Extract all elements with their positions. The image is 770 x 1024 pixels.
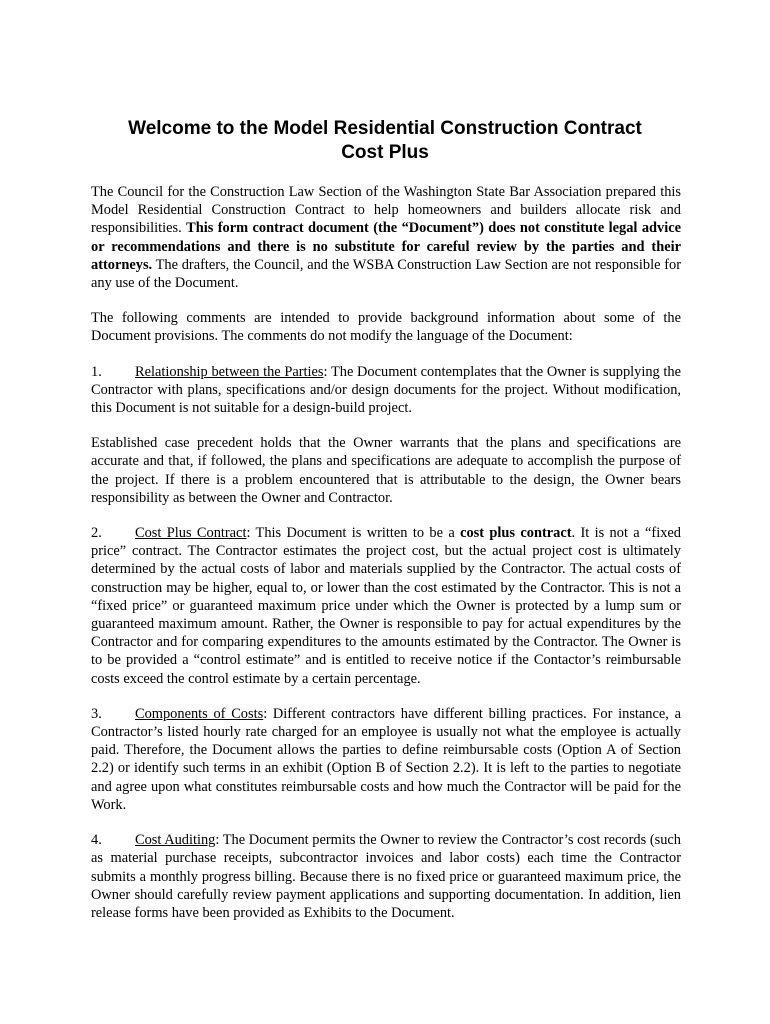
section-number: 3. (91, 705, 102, 722)
section-2-paragraph (91, 524, 681, 688)
document-subtitle: Cost Plus (341, 142, 429, 163)
section-heading: Relationship between the Parties (135, 363, 324, 380)
section-heading: Cost Auditing (135, 832, 216, 849)
section-number: 1. (91, 363, 102, 380)
document-body (91, 183, 681, 939)
section-1-paragraph (91, 363, 681, 418)
section-text: : The Document contemplates that the Owner is supplying the Contractor with plans, specifications and/or design documents for the project. Without modification, this Document is not suitable for a design-build project. (91, 363, 682, 417)
section-3-paragraph (91, 705, 681, 814)
section-text: : The Document permits the Owner to review the Contractor’s cost records (such as material purchase receipts, subcontractor invoices and labor costs) each time the Contractor submits a monthly progress billing. Because there is no fixed price or guaranteed maximum price, the Owner should carefully review payment applications and supporting documentation. In addition, lien release forms have been provided as Exhibits to the Document. (91, 832, 681, 921)
section-number: 2. (91, 525, 102, 542)
section-text-end: . It is not a “fixed price” contract. The Contractor estimates the project cost, but the actual project cost is ultimately determined by the actual costs of labor and materials supplied by the Contractor. The actual costs of construction may be higher, equal to, or lower than the cost estimated by the Contractor. This is not a “fixed price” or guaranteed maximum price under which the Owner is protected by a lump sum or guaranteed maximum amount. Rather, the Owner is responsible to pay for actual expenditures by the Contractor and for comparing expenditures to the amounts estimated by the Contractor. The Owner is to be provided a “control estimate” and is entitled to receive notice if the Contactor’s reimbursable costs exceed the control estimate by a certain percentage. (91, 525, 681, 687)
section-text: : This Document is written to be a (246, 525, 461, 542)
intro-paragraph (91, 183, 681, 292)
intro-text: The Council for the Construction Law Section of the Washington State Bar Association prepared this Model Residential Construction Contract to help homeowners and builders allocate risk and responsibilities. (91, 184, 681, 237)
section-bold-term: cost plus contract (460, 525, 572, 542)
comments-intro-paragraph: The following comments are intended to provide background information about some of the Document provisions. The comments do not modify the language of the Document: (91, 310, 681, 345)
section-heading: Cost Plus Contract (135, 525, 247, 542)
section-4-paragraph (91, 831, 681, 922)
document-title: Welcome to the Model Residential Construction Contract (128, 118, 642, 139)
section-text: : Different contractors have different billing practices. For instance, a Contractor’s listed hourly rate charged for an employee is usually not what the employee is actually paid. Therefore, the Document allows the parties to define reimbursable costs (Option A of Section 2.2) or identify such terms in an exhibit (Option B of Section 2.2). It is left to the parties to negotiate and agree upon what constitutes reimbursable costs and how much the Contractor will be paid for the Work. (91, 705, 681, 813)
intro-text-end: The drafters, the Council, and the WSBA Construction Law Section are not responsible for any use of the Document. (91, 256, 681, 292)
section-number: 4. (91, 832, 102, 849)
intro-disclaimer: This form contract document (the “Document”) does not constitute legal advice or recommendations and there is no substitute for careful review by the parties and their attorneys. (91, 220, 681, 273)
section-1-paragraph-2: Established case precedent holds that the Owner warrants that the plans and specifications are accurate and that, if followed, the plans and specifications are adequate to accomplish the purpose of the project. If there is a problem encountered that is attributable to the design, the Owner bears responsibility as between the Owner and Contractor. (91, 435, 681, 506)
section-heading: Components of Costs (135, 705, 264, 722)
